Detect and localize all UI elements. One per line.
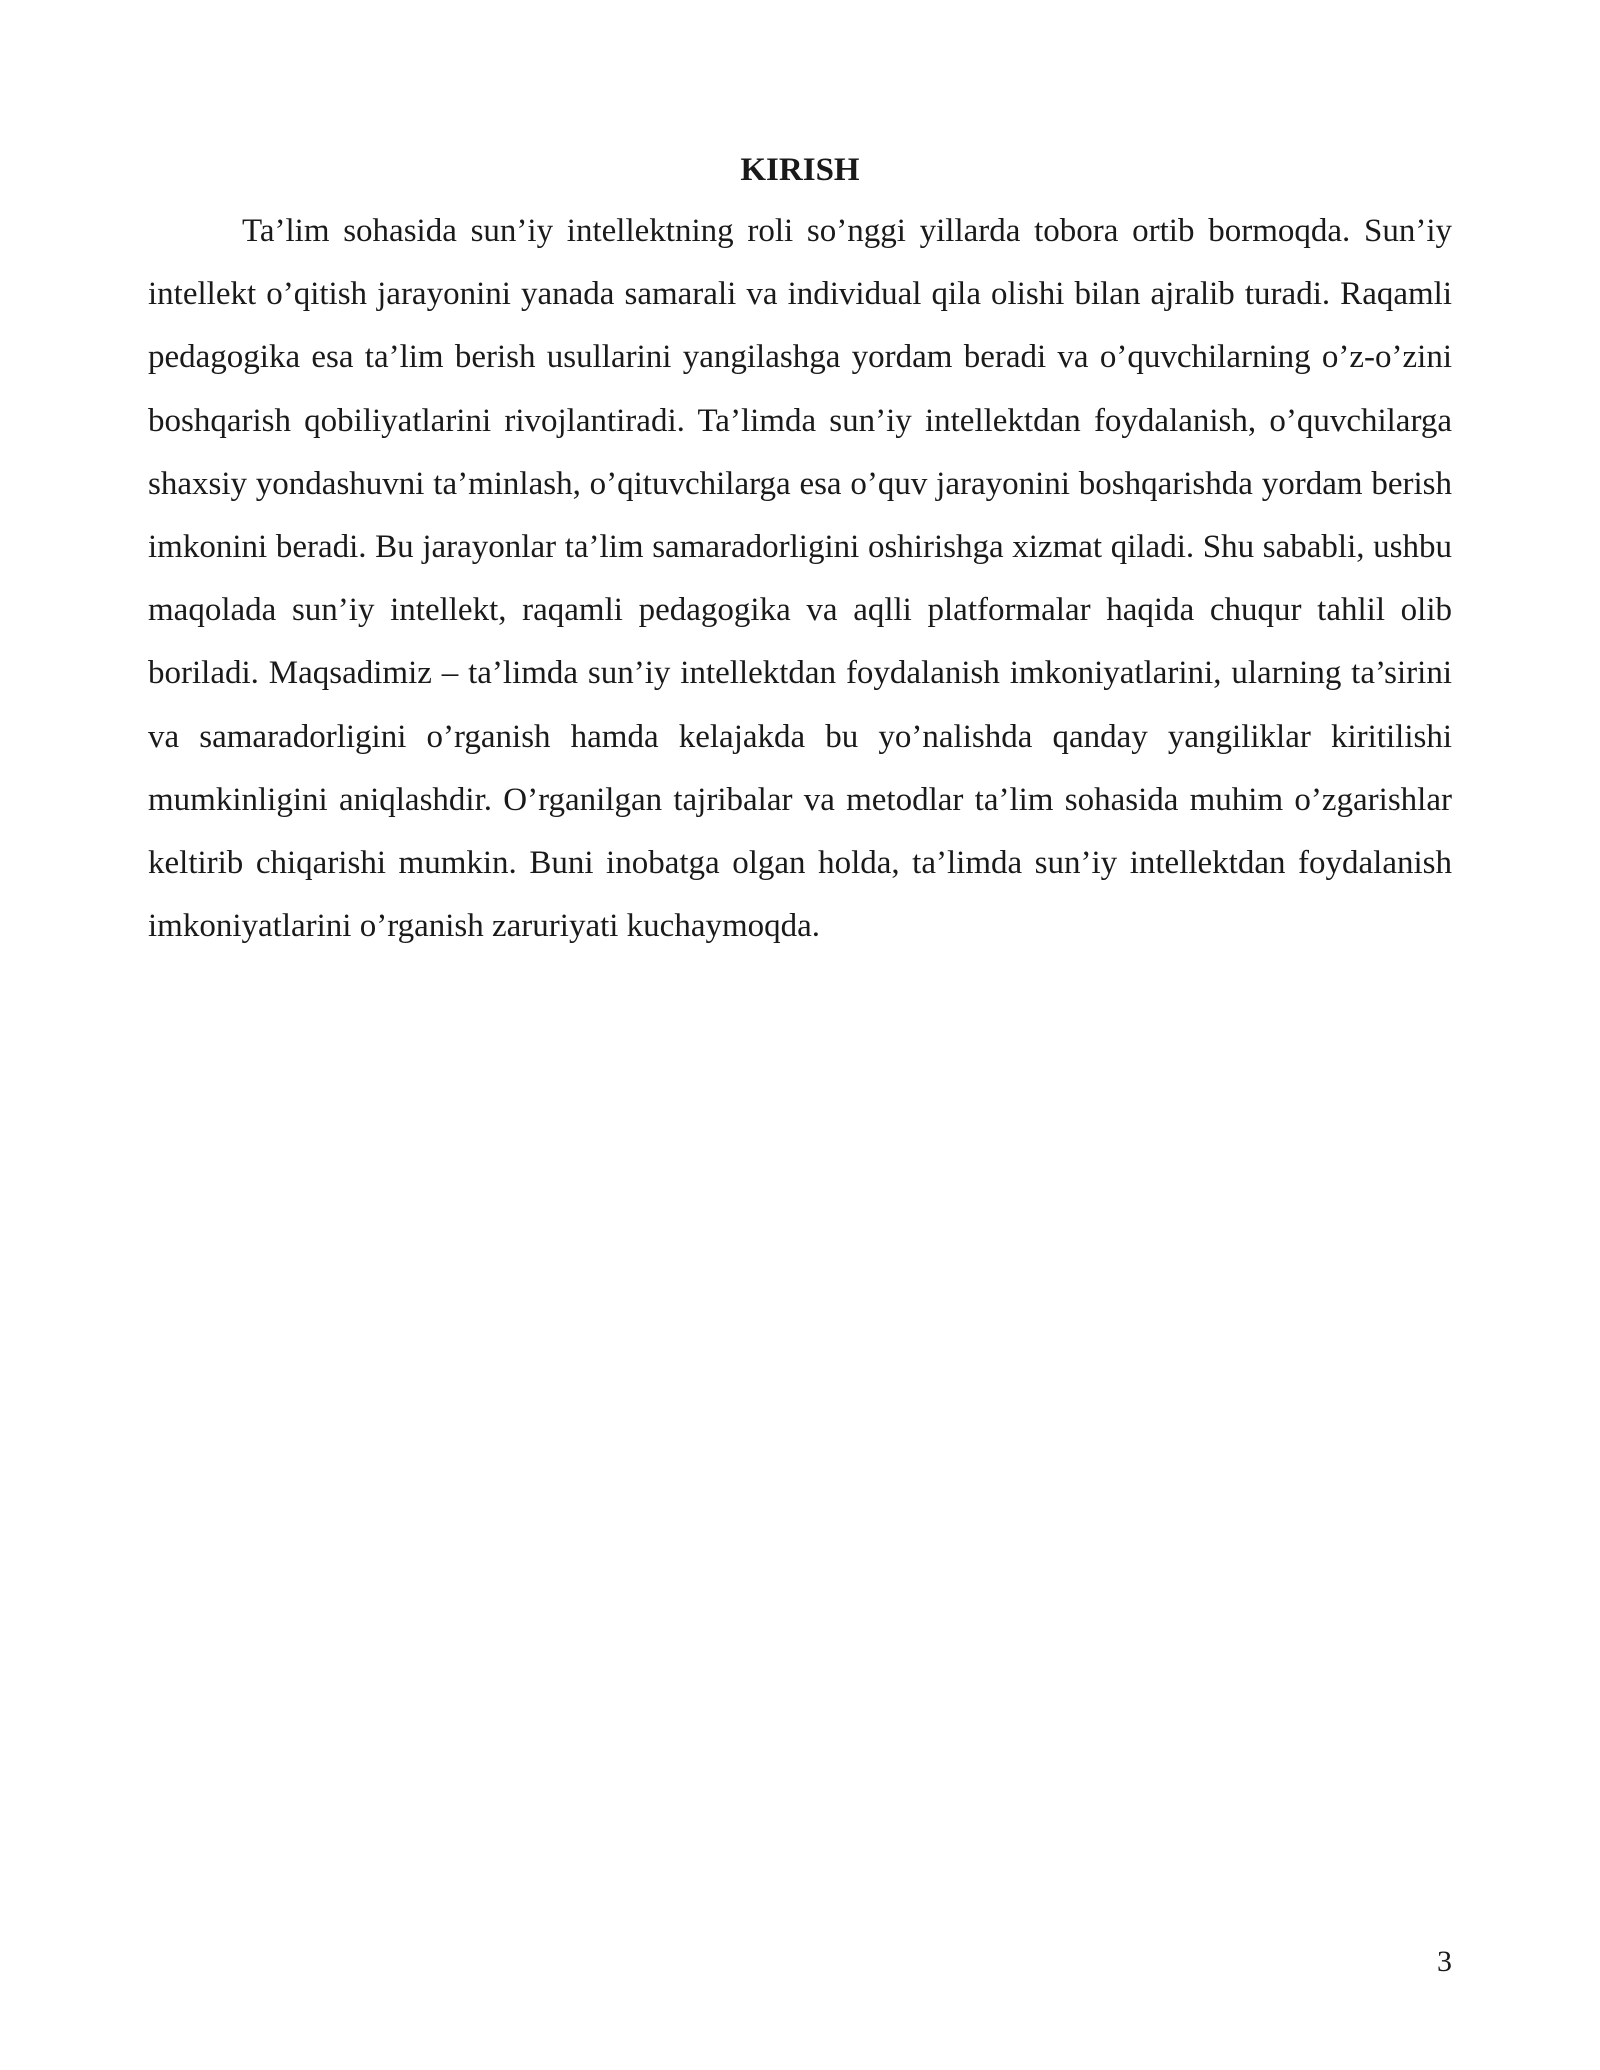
page-number: 3 — [1437, 1945, 1452, 1978]
body-paragraph: Ta’lim sohasida sun’iy intellektning roli so’nggi yillarda tobora ortib bormoqda. Sun’iy intellekt o’qitish jarayonini yanada samarali va individual qila olishi bilan ajralib turadi. Raqamli pedagogika esa ta’lim berish usullarini yangilashga yordam beradi va o’quvchilarning o’z-o’zini boshqarish qobiliyatlarini rivojlantiradi. Ta’limda sun’iy intellektdan foydalanish, o’quvchilarga shaxsiy yondashuvni ta’minlash, o’qituvchilarga esa o’quv jarayonini boshqarishda yordam berish imkonini beradi. Bu jarayonlar ta’lim samaradorligini oshirishga xizmat qiladi. Shu sababli, ushbu maqolada sun’iy intellekt, raqamli pedagogika va aqlli platformalar haqida chuqur tahlil olib boriladi. Maqsadimiz – ta’limda sun’iy intellektdan foydalanish imkoniyatlarini, ularning ta’sirini va samaradorligini o’rganish hamda kelajakda bu yo’nalishda qanday yangiliklar kiritilishi mumkinligini aniqlashdir. O’rganilgan tajribalar va metodlar ta’lim sohasida muhim o’zgarishlar keltirib chiqarishi mumkin. Buni inobatga olgan holda, ta’limda sun’iy intellektdan foydalanish imkoniyatlarini o’rganish zaruriyati kuchaymoqda. — [148, 213, 1452, 945]
page-content — [148, 140, 1452, 958]
section-heading: KIRISH — [740, 152, 860, 188]
